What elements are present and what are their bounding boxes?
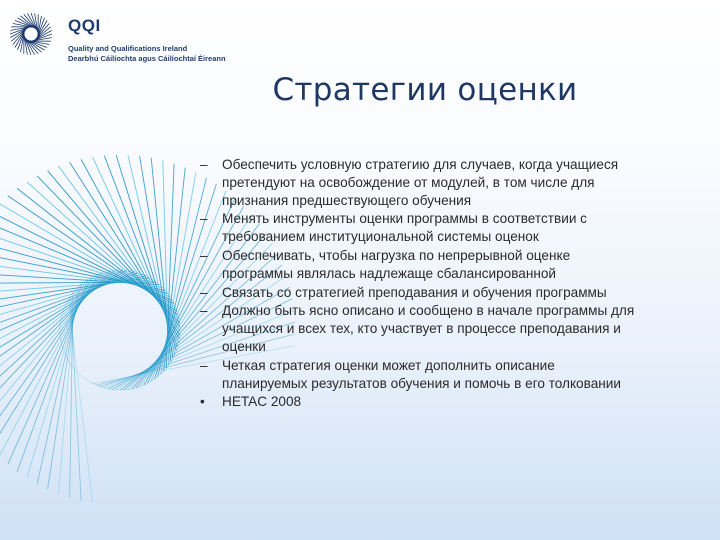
list-item-text: Обеспечивать, чтобы нагрузка по непрерывной оценке программы являлась надлежаще сбалансированной bbox=[222, 247, 571, 281]
list-item-text: Обеспечить условную стратегию для случаев, когда учащиеся претендуют на освобождение от модулей, в том числе для признания предшествующего обучения bbox=[222, 157, 619, 208]
logo-tagline-english: Quality and Qualifications Ireland bbox=[68, 44, 188, 53]
list-item-text: Менять инструменты оценки программы в соответствии с требованием институциональной системы оценок bbox=[222, 211, 587, 245]
list-item bbox=[196, 284, 636, 302]
qqi-logo bbox=[6, 6, 236, 66]
logo-name: QQI bbox=[68, 16, 101, 35]
list-item bbox=[196, 247, 636, 283]
list-item bbox=[196, 357, 636, 393]
list-item bbox=[196, 156, 636, 209]
bullet-marker: • bbox=[200, 394, 205, 410]
slide-title: Стратегии оценки bbox=[272, 72, 578, 108]
swirl-line bbox=[0, 273, 103, 440]
list-item bbox=[196, 302, 636, 355]
dash-marker: – bbox=[200, 284, 208, 300]
dash-marker: – bbox=[200, 357, 208, 373]
bullet-list bbox=[196, 156, 636, 412]
dash-marker: – bbox=[200, 157, 208, 172]
qqi-logo-mark-icon bbox=[6, 6, 56, 62]
swirl-line bbox=[0, 271, 110, 420]
list-item bbox=[196, 393, 636, 411]
logo-tagline-irish: Dearbhú Cáilíochta agus Cáilíochtaí Éireann bbox=[68, 54, 226, 63]
list-item bbox=[196, 210, 636, 246]
list-item-text: Должно быть ясно описано и сообщено в начале программы для учащихся и всех тех, кто участвует в процессе преподавания и оценки bbox=[222, 303, 635, 354]
list-item-text: Связать со стратегией преподавания и обучения программы bbox=[222, 284, 607, 300]
list-item-text: Четкая стратегия оценки может дополнить описание планируемых результатов обучения и помочь в его толковании bbox=[222, 357, 621, 391]
dash-marker: – bbox=[200, 303, 208, 319]
dash-marker: – bbox=[200, 211, 208, 227]
dash-marker: – bbox=[200, 247, 208, 263]
list-item-text: HETAC 2008 bbox=[222, 394, 302, 410]
